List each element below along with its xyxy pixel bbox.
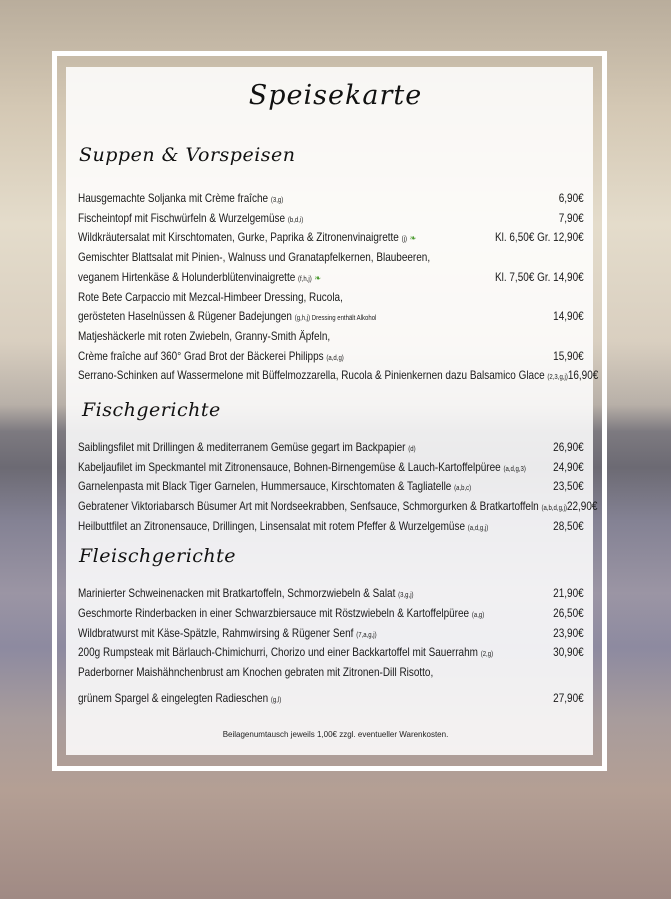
menu-item-row bbox=[78, 605, 584, 623]
menu-item-row bbox=[78, 585, 584, 603]
menu-item-row bbox=[78, 459, 584, 477]
dish-text: Matjeshäckerle mit roten Zwiebeln, Granny-Smith Äpfeln, bbox=[78, 329, 331, 343]
section-title-suppen: Suppen & Vorspeisen bbox=[79, 144, 296, 166]
menu-item-price: Kl. 7,50€ Gr. 14,90€ bbox=[494, 270, 584, 284]
menu-item-name bbox=[78, 459, 526, 477]
menu-item-price: 30,90€ bbox=[553, 646, 584, 660]
allergen-codes: (a,d,g,j) bbox=[467, 524, 489, 532]
menu-item-name bbox=[78, 348, 344, 366]
menu-item-price: 7,90€ bbox=[558, 211, 584, 225]
menu-item-name bbox=[78, 269, 321, 287]
vegan-leaf-icon: ❧ bbox=[314, 272, 322, 283]
menu-item-row bbox=[78, 644, 584, 662]
menu-item-row bbox=[78, 210, 584, 228]
dish-text: Saiblingsfilet mit Drillingen & mediterranem Gemüse gegart im Backpapier bbox=[78, 441, 406, 454]
menu-item-name bbox=[78, 249, 430, 267]
dish-text: Garnelenpasta mit Black Tiger Garnelen, Hummersauce, Kirschtomaten & Tagliatelle bbox=[78, 480, 452, 494]
menu-item-row bbox=[78, 308, 584, 326]
menu-item-row bbox=[78, 367, 599, 385]
menu-item-name bbox=[78, 585, 414, 603]
dish-text: Gebratener Viktoriabarsch Büsumer Art mit Nordseekrabben, Senfsauce, Schmorgurken & Bratkartoffeln bbox=[78, 500, 539, 514]
allergen-codes: (d) bbox=[408, 446, 416, 453]
dish-text: Fischeintopf mit Fischwürfeln & Wurzelgemüse bbox=[78, 211, 286, 225]
dish-text: gerösteten Haselnüssen & Rügener Badejungen bbox=[78, 310, 292, 324]
section-title-fleisch: Fleischgerichte bbox=[79, 545, 237, 567]
menu-item-row bbox=[78, 348, 584, 366]
menu-item-price: 14,90€ bbox=[553, 310, 584, 324]
menu-item-row bbox=[78, 289, 584, 307]
allergen-codes: (3,g) bbox=[270, 197, 284, 204]
allergen-codes: (g,l) bbox=[270, 697, 282, 704]
menu-item-name bbox=[78, 229, 416, 247]
menu-item-row bbox=[78, 249, 584, 267]
dish-text: Crème fraîche auf 360° Grad Brot der Bäckerei Philipps bbox=[78, 349, 324, 363]
menu-item-name bbox=[78, 289, 343, 307]
menu-item-name bbox=[78, 518, 488, 536]
menu-item-price: 21,90€ bbox=[553, 587, 584, 600]
menu-item-name bbox=[78, 190, 283, 208]
dish-text: veganem Hirtenkäse & Holunderblütenvinaigrette bbox=[78, 270, 296, 284]
menu-item-row bbox=[78, 625, 584, 643]
allergen-codes: (3,g,j) bbox=[398, 592, 414, 599]
menu-item-price: 16,90€ bbox=[567, 369, 599, 383]
menu-item-name bbox=[78, 367, 568, 385]
dish-text: Gemischter Blattsalat mit Pinien-, Walnuss und Granatapfelkernen, Blaubeeren, bbox=[78, 251, 431, 265]
menu-item-price: 24,90€ bbox=[553, 460, 584, 474]
allergen-codes: (a,b,d,g,j) bbox=[541, 505, 567, 513]
dish-text: Geschmorte Rinderbacken in einer Schwarzbiersauce mit Röstzwiebeln & Kartoffelpüree bbox=[78, 606, 470, 620]
allergen-codes: (b,d,i) bbox=[287, 216, 304, 224]
dish-text: Wildkräutersalat mit Kirschtomaten, Gurke, Paprika & Zitronenvinaigrette bbox=[78, 231, 399, 245]
menu-item-price: 6,90€ bbox=[558, 192, 584, 205]
menu-item-price: 22,90€ bbox=[566, 500, 598, 514]
menu-item-row bbox=[78, 190, 584, 208]
allergen-codes: (j) bbox=[401, 236, 407, 244]
menu-item-row bbox=[78, 498, 598, 516]
allergen-codes: (a,g) bbox=[471, 611, 485, 619]
section-title-fisch: Fischgerichte bbox=[82, 399, 221, 421]
footnote: Beilagenumtausch jeweils 1,00€ zzgl. eventueller Warenkosten. bbox=[222, 730, 449, 739]
menu-item-name bbox=[78, 664, 433, 682]
dish-text: Wildbratwurst mit Käse-Spätzle, Rahmwirsing & Rügener Senf bbox=[78, 626, 354, 640]
dish-text: 200g Rumpsteak mit Bärlauch-Chimichurri, Chorizo und einer Backkartoffel mit Sauerrahm bbox=[78, 646, 478, 660]
allergen-codes: (a,b,c) bbox=[454, 485, 472, 493]
menu-item-name bbox=[78, 644, 493, 662]
allergen-codes: (g,h,j) Dressing enthält Alkohol bbox=[294, 315, 377, 323]
menu-item-name bbox=[78, 625, 377, 643]
allergen-codes: (a,d,g,3) bbox=[503, 465, 526, 473]
dish-text: Serrano-Schinken auf Wassermelone mit Büffelmozzarella, Rucola & Pinienkernen dazu Balsamico Glace bbox=[78, 369, 545, 383]
dish-text: Heilbuttfilet an Zitronensauce, Drillingen, Linsensalat mit rotem Pfeffer & Wurzelgemüse bbox=[78, 519, 466, 533]
menu-item-name bbox=[78, 328, 330, 346]
menu-item-price: 23,90€ bbox=[553, 626, 584, 640]
menu-item-name bbox=[78, 498, 567, 516]
allergen-codes: (2,g) bbox=[480, 651, 494, 659]
dish-text: Hausgemachte Soljanka mit Crème fraîche bbox=[78, 192, 269, 205]
menu-title: Speisekarte bbox=[248, 80, 423, 111]
vegan-leaf-icon: ❧ bbox=[409, 233, 417, 244]
menu-item-row bbox=[78, 269, 584, 287]
allergen-codes: (2,3,g,j) bbox=[547, 374, 568, 382]
dish-text: grünem Spargel & eingelegten Radieschen bbox=[78, 692, 269, 705]
menu-item-name bbox=[78, 308, 376, 326]
menu-item-row bbox=[78, 664, 584, 682]
allergen-codes: (a,d,g) bbox=[326, 354, 344, 362]
menu-item-price: 15,90€ bbox=[553, 349, 584, 363]
menu-item-name bbox=[78, 690, 281, 708]
menu-item-row bbox=[78, 229, 584, 247]
dish-text: Kabeljaufilet im Speckmantel mit Zitronensauce, Bohnen-Birnengemüse & Lauch-Kartoffelpüree bbox=[78, 460, 501, 474]
dish-text: Paderborner Maishähnchenbrust am Knochen gebraten mit Zitronen-Dill Risotto, bbox=[78, 666, 434, 680]
menu-item-price: Kl. 6,50€ Gr. 12,90€ bbox=[494, 231, 584, 245]
menu-item-row bbox=[78, 328, 584, 346]
allergen-codes: (f,h,j) bbox=[298, 275, 312, 283]
menu-item-row bbox=[78, 690, 584, 708]
menu-item-row bbox=[78, 478, 584, 496]
dish-text: Marinierter Schweinenacken mit Bratkartoffeln, Schmorzwiebeln & Salat bbox=[78, 587, 396, 600]
menu-item-name bbox=[78, 439, 416, 457]
allergen-codes: (7,a,g,j) bbox=[356, 631, 377, 639]
menu-item-price: 28,50€ bbox=[553, 519, 584, 533]
menu-item-name bbox=[78, 478, 471, 496]
menu-item-price: 23,50€ bbox=[553, 480, 584, 494]
menu-item-name bbox=[78, 210, 303, 228]
dish-text: Rote Bete Carpaccio mit Mezcal-Himbeer Dressing, Rucola, bbox=[78, 290, 343, 304]
menu-item-row bbox=[78, 439, 584, 457]
menu-item-row bbox=[78, 518, 584, 536]
menu-item-price: 26,90€ bbox=[553, 441, 584, 454]
menu-item-name bbox=[78, 605, 484, 623]
menu-item-price: 26,50€ bbox=[553, 606, 584, 620]
menu-item-price: 27,90€ bbox=[553, 692, 584, 705]
